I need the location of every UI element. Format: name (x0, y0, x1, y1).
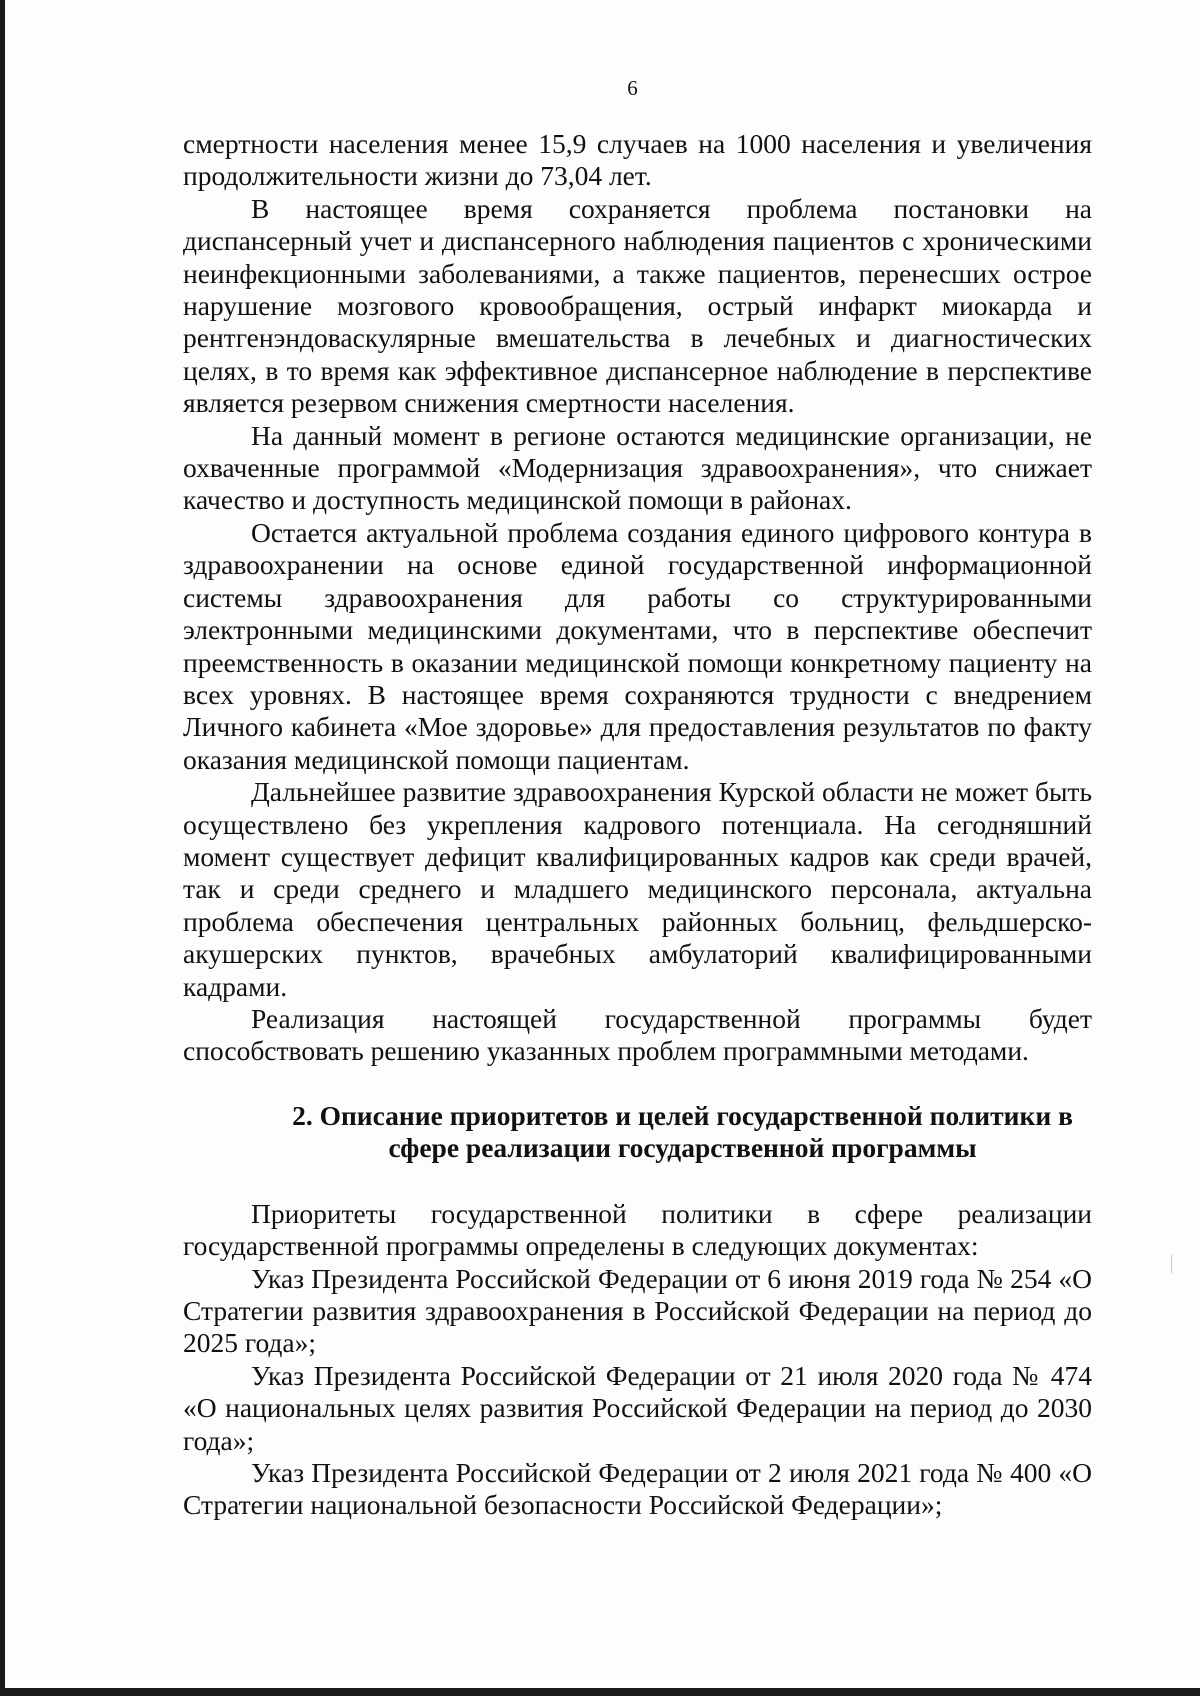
paragraph-priorities: Приоритеты государственной политики в сфере реализации государственной программы определены в следующих документах: (183, 1197, 1092, 1262)
section-heading-line-1: 2. Описание приоритетов и целей государственной политики в (292, 1099, 1073, 1131)
paragraph-staffing: Дальнейшее развитие здравоохранения Курской области не может быть осуществлено без укрепления кадрового потенциала. На сегодняшний момент существует дефицит квалифицированных кадров как среди врачей, так и среди среднего и младшего медицинского персонала, актуальна проблема обеспечения центральных районных больниц, фельдшерско-акушерских пунктов, врачебных амбулаторий квалифицированными кадрами. (183, 776, 1092, 1002)
section-heading (183, 1100, 1092, 1164)
paragraph-modernization: На данный момент в регионе остаются медицинские организации, не охваченные программой «Модернизация здравоохранения», что снижает качество и доступность медицинской помощи в районах. (183, 419, 1092, 516)
paragraph-decree-474: Указ Президента Российской Федерации от 21 июля 2020 года № 474 «О национальных целях развития Российской Федерации на период до 2030 года»; (183, 1359, 1092, 1456)
document-body (183, 128, 1092, 1522)
paragraph-continuation: смертности населения менее 15,9 случаев на 1000 населения и увеличения продолжительности жизни до 73,04 лет. (183, 128, 1092, 192)
paragraph-implementation: Реализация настоящей государственной программы будет способствовать решению указанных проблем программными методами. (183, 1002, 1092, 1067)
section-heading-line-2: сфере реализации государственной программы (388, 1131, 977, 1163)
paragraph-dispensary: В настоящее время сохраняется проблема постановки на диспансерный учет и диспансерного наблюдения пациентов с хроническими неинфекционными заболеваниями, а также пациентов, перенесших острое нарушение мозгового кровообращения, острый инфаркт миокарда и рентгенэндоваскулярные вмешательства в лечебных и диагностических целях, в то время как эффективное диспансерное наблюдение в перспективе является резервом снижения смертности населения. (183, 192, 1092, 419)
paragraph-decree-254: Указ Президента Российской Федерации от 6 июня 2019 года № 254 «О Стратегии развития здравоохранения в Российской Федерации на период до 2025 года»; (183, 1262, 1092, 1359)
page-number: 6 (627, 76, 638, 100)
paragraph-digital-contour: Остается актуальной проблема создания единого цифрового контура в здравоохранении на основе единой государственной информационной системы здравоохранения для работы со структурированными электронными медицинскими документами, что в перспективе обеспечит преемственность в оказании медицинской помощи конкретному пациенту на всех уровнях. В настоящее время сохраняются трудности с внедрением Личного кабинета «Мое здоровье» для предоставления результатов по факту оказания медицинской помощи пациентам. (183, 516, 1092, 775)
scan-edge-left (0, 0, 5, 1696)
paragraph-decree-400: Указ Президента Российской Федерации от 2 июля 2021 года № 400 «О Стратегии национальной безопасности Российской Федерации»; (183, 1457, 1092, 1521)
scan-edge-bottom (0, 1688, 1200, 1696)
scan-mark (1171, 1255, 1172, 1273)
